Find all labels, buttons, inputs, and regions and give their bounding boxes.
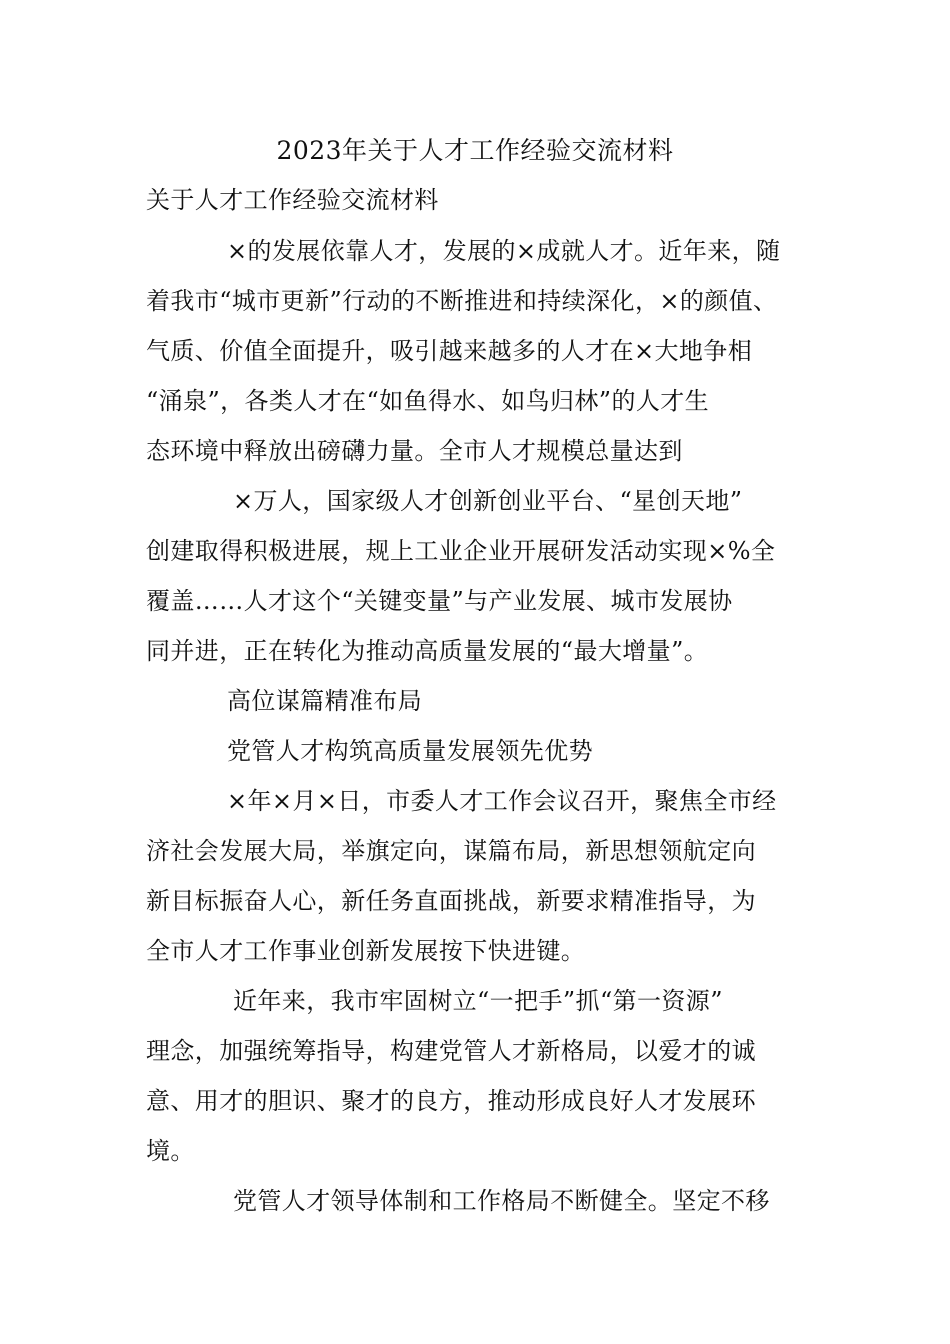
paragraph-line: 同并进，正在转化为推动高质量发展的“最大增量”。 [146,637,709,665]
paragraph-line: “涌泉”，各类人才在“如鱼得水、如鸟归林”的人才生 [146,387,710,415]
paragraph-line: 意、用才的胆识、聚才的良方，推动形成良好人才发展环 [146,1087,756,1115]
paragraph-line: 近年来，我市牢固树立“一把手”抓“第一资源” [233,987,723,1015]
paragraph-line: 覆盖……人才这个“关键变量”与产业发展、城市发展协 [146,587,733,615]
paragraph-line: 济社会发展大局，举旗定向，谋篇布局，新思想领航定向 [146,837,756,865]
section-heading: 高位谋篇精准布局 [227,687,423,715]
paragraph-line: ×年×月×日，市委人才工作会议召开，聚焦全市经 [227,787,777,815]
paragraph-line: 党管人才领导体制和工作格局不断健全。坚定不移 [233,1187,770,1215]
paragraph-line: 气质、价值全面提升，吸引越来越多的人才在×大地争相 [146,337,753,365]
paragraph-line: 全市人才工作事业创新发展按下快进键。 [146,937,586,965]
paragraph-line: 境。 [146,1137,195,1165]
paragraph-line: 着我市“城市更新”行动的不断推进和持续深化，×的颜值、 [146,287,778,315]
document-title: 2023年关于人才工作经验交流材料 [276,136,674,165]
paragraph-line: ×的发展依靠人才，发展的×成就人才。近年来，随 [227,237,781,265]
section-heading: 党管人才构筑高质量发展领先优势 [227,737,593,765]
paragraph-line: 新目标振奋人心，新任务直面挑战，新要求精准指导，为 [146,887,756,915]
paragraph-line: 态环境中释放出磅礴力量。全市人才规模总量达到 [146,437,683,465]
paragraph-line: ×万人，国家级人才创新创业平台、“星创天地” [233,487,743,515]
paragraph-line: 创建取得积极进展，规上工业企业开展研发活动实现×%全 [146,537,776,565]
subtitle-line: 关于人才工作经验交流材料 [146,186,439,214]
paragraph-line: 理念，加强统筹指导，构建党管人才新格局，以爱才的诚 [146,1037,756,1065]
